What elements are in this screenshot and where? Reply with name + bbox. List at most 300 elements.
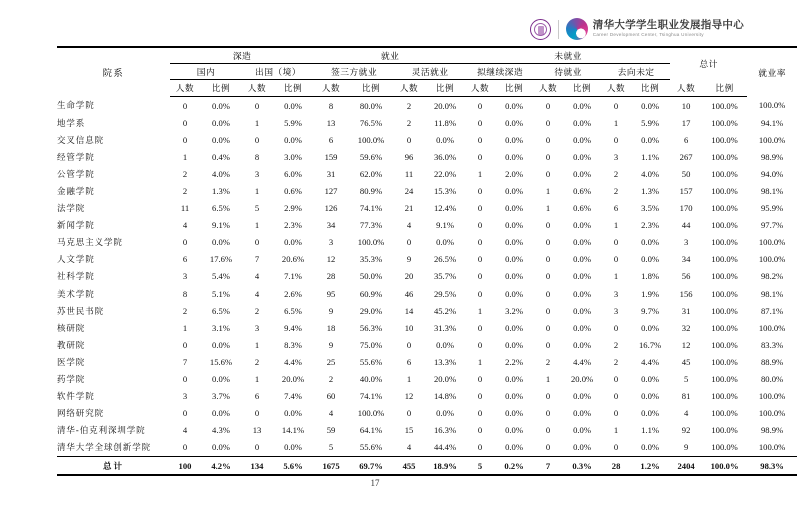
cell-value-4: 6.0% [284,168,302,179]
cell-value-5: 126 [324,203,338,214]
cell-value-7: 24 [404,186,414,197]
cell-value-4: 2.6% [284,288,302,299]
cell-value-8: 29.5% [433,288,457,299]
cell-value-11: 0 [545,254,551,265]
header-unit-ratio-7: 比例 [630,80,670,97]
cell-value-6: 55.6% [359,442,383,453]
cell-value-13: 0 [613,391,619,402]
cell-value-6: 64.1% [359,425,383,436]
cell-value-2: 5.1% [212,288,230,299]
cell-value-14: 5.9% [641,117,660,128]
cell-value-12: 0.0% [573,168,592,179]
cell-value-6: 56.3% [359,322,383,333]
table-row [57,422,797,439]
cell-value-11: 0 [545,408,551,419]
cell-value-17: 100.0% [758,100,786,111]
cell-value-7: 455 [394,456,424,475]
cell-value-8: 36.0% [433,151,457,162]
cell-value-2: 3.1% [212,322,230,333]
cell-value-15: 6 [683,134,689,145]
cell-value-15: 267 [679,151,693,162]
cell-value-16: 100.0% [711,374,738,385]
cell-value-6: 55.6% [359,356,383,367]
cell-value-10: 0.0% [505,442,524,453]
cell-value-6: 69.7% [348,456,394,475]
cell-value-1: 6 [182,254,188,265]
cell-value-12: 0.3% [562,456,602,475]
cell-value-2: 0.0% [212,374,230,385]
cell-value-2: 0.0% [212,442,230,453]
cell-value-13: 0 [613,100,619,111]
cell-value-11: 0 [545,168,551,179]
cell-value-10: 0.0% [505,288,524,299]
cell-value-12: 0.0% [573,408,592,419]
cell-value-9: 0 [477,134,483,145]
cell-value-11: 0 [545,322,551,333]
cell-value-14: 0.0% [641,442,660,453]
cell-value-10: 0.0% [505,339,524,350]
cell-value-14: 1.3% [641,186,660,197]
table-row [57,285,797,302]
cell-value-1: 0 [182,117,188,128]
cell-value-10: 2.0% [505,168,524,179]
cell-value-1: 0 [182,237,188,248]
cell-value-5: 31 [326,168,336,179]
cell-value-14: 2.3% [641,220,660,231]
cell-value-9: 0 [477,151,483,162]
cell-value-7: 2 [406,117,412,128]
cell-value-17: 100.0% [758,408,786,419]
cell-value-3: 2 [254,356,260,367]
cell-value-4: 5.6% [272,456,314,475]
cell-value-15: 56 [681,271,691,282]
table-row [57,251,797,268]
cell-value-9: 0 [477,322,483,333]
cell-department: 生命学院 [57,101,95,112]
cell-value-16: 100.0% [711,100,738,111]
cell-value-17: 98.9% [760,425,784,436]
header-unit-ratio-1: 比例 [200,80,242,97]
cell-value-7: 12 [404,391,414,402]
cell-value-8: 45.2% [433,305,457,316]
header-unit-count-3: 人数 [314,80,348,97]
cell-value-9: 0 [477,408,483,419]
cell-value-12: 0.6% [573,203,592,214]
cell-value-8: 12.4% [433,203,457,214]
cell-value-2: 6.5% [212,305,230,316]
table-row [57,148,797,165]
cell-value-16: 100.0% [711,271,738,282]
cell-value-14: 0.0% [641,322,660,333]
cell-value-3: 0 [254,100,260,111]
cell-value-14: 1.1% [641,425,660,436]
cell-value-12: 0.0% [573,237,592,248]
cell-value-13: 6 [613,203,619,214]
cell-value-13: 0 [613,374,619,385]
logo-title-cn: 清华大学学生职业发展指导中心 [592,18,744,31]
cell-value-2: 4.0% [212,168,230,179]
cell-value-6: 50.0% [359,271,383,282]
cell-value-17: 80.0% [760,374,784,385]
cell-department: 马克思主义学院 [57,238,123,249]
cell-value-6: 74.1% [359,391,383,402]
cell-value-14: 0.0% [641,237,660,248]
cell-value-6: 74.1% [359,203,383,214]
cell-value-11: 0 [545,305,551,316]
cell-department: 金融学院 [57,187,95,198]
table-row [57,97,797,115]
cell-value-17: 94.1% [760,117,784,128]
cell-value-8: 13.3% [433,356,457,367]
table-row [57,165,797,182]
cell-value-14: 3.5% [641,203,660,214]
cell-value-3: 0 [254,442,260,453]
cell-value-8: 0.0% [436,134,454,145]
cell-value-14: 0.0% [641,408,660,419]
cell-value-7: 0 [406,408,412,419]
cell-value-3: 5 [254,203,260,214]
cell-value-2: 5.4% [212,271,230,282]
cell-value-5: 9 [328,339,334,350]
cell-value-10: 0.0% [505,220,524,231]
cell-value-7: 11 [404,168,414,179]
cell-value-10: 0.0% [505,254,524,265]
header-group-further-study: 深造 [170,47,314,64]
cell-value-5: 4 [328,408,334,419]
page-number: 17 [370,478,380,488]
cell-value-8: 0.0% [436,339,454,350]
cell-value-1: 0 [182,100,188,111]
career-center-swirl-icon [566,18,588,40]
cell-value-5: 5 [328,442,334,453]
cell-value-16: 100.0% [711,288,738,299]
cell-value-5: 6 [328,134,334,145]
cell-value-12: 0.0% [573,391,592,402]
cell-value-3: 1 [254,186,260,197]
cell-value-1: 4 [182,425,188,436]
cell-value-11: 0 [545,237,551,248]
table-row [57,217,797,234]
cell-value-1: 1 [182,151,188,162]
cell-value-17: 88.9% [760,356,784,367]
cell-value-10: 0.0% [505,186,524,197]
logo-text [593,20,744,38]
cell-value-1: 2 [182,186,188,197]
cell-value-4: 9.4% [284,322,302,333]
cell-value-16: 100.0% [711,220,738,231]
table-row [57,336,797,353]
cell-value-9: 0 [477,203,483,214]
cell-value-12: 0.0% [573,442,592,453]
cell-value-16: 100.0% [711,134,738,145]
header-unit-count-4: 人数 [394,80,424,97]
cell-value-1: 0 [182,134,188,145]
cell-value-15: 4 [683,408,689,419]
cell-value-5: 59 [326,425,336,436]
cell-value-4: 0.0% [284,442,302,453]
header-unit-count-8: 人数 [670,80,702,97]
cell-value-9: 0 [477,117,483,128]
cell-value-11: 0 [545,442,551,453]
cell-value-15: 157 [679,186,693,197]
cell-value-7: 14 [404,305,414,316]
cell-value-16: 100.0% [711,339,738,350]
cell-value-10: 0.2% [494,456,534,475]
cell-value-9: 1 [477,305,483,316]
header-unit-count-1: 人数 [170,80,200,97]
header-group-row [57,47,797,64]
header-group-unemployed: 未就业 [466,47,670,64]
cell-department: 软件学院 [57,392,95,403]
cell-value-7: 4 [406,442,412,453]
cell-value-3: 1 [254,374,260,385]
cell-value-15: 81 [681,391,691,402]
cell-value-2: 0.0% [212,237,230,248]
cell-value-15: 45 [681,356,691,367]
cell-value-10: 0.0% [505,134,524,145]
cell-value-10: 2.2% [505,356,524,367]
cell-value-17: 98.1% [760,186,784,197]
header-sub-undecided: 去向未定 [602,64,670,80]
cell-value-4: 14.1% [281,425,305,436]
cell-value-8: 18.9% [424,456,466,475]
cell-value-2: 0.0% [212,339,230,350]
cell-value-2: 4.2% [200,456,242,475]
cell-value-4: 3.0% [284,151,302,162]
cell-value-6: 59.6% [359,151,383,162]
cell-value-4: 2.9% [284,203,302,214]
cell-value-4: 20.0% [281,374,305,385]
cell-value-13: 28 [602,456,630,475]
cell-value-3: 134 [242,456,272,475]
cell-value-12: 0.0% [573,151,592,162]
cell-value-7: 2 [406,100,412,111]
cell-value-1: 7 [182,356,188,367]
cell-value-8: 15.3% [433,186,457,197]
cell-value-15: 12 [681,339,691,350]
cell-department: 人文学院 [57,255,95,266]
table-total-row [57,456,797,475]
cell-value-16: 100.0% [711,322,738,333]
header-unit-count-5: 人数 [466,80,494,97]
cell-value-1: 0 [182,408,188,419]
cell-department: 总计 [57,456,170,475]
cell-value-5: 18 [326,322,336,333]
cell-value-15: 9 [683,442,689,453]
cell-value-3: 6 [254,391,260,402]
cell-value-14: 0.0% [641,374,660,385]
cell-value-1: 0 [182,442,188,453]
cell-value-15: 17 [681,117,691,128]
cell-value-9: 0 [477,339,483,350]
cell-value-1: 2 [182,168,188,179]
cell-value-11: 0 [545,339,551,350]
cell-value-4: 0.0% [284,134,302,145]
cell-value-8: 16.3% [433,425,457,436]
cell-value-8: 26.5% [433,254,457,265]
cell-value-14: 0.0% [641,391,660,402]
cell-value-4: 6.5% [284,305,302,316]
cell-value-15: 3 [683,237,689,248]
cell-department: 医学院 [57,357,86,368]
cell-value-6: 75.0% [359,339,383,350]
employment-statistics-table-wrapper [57,46,786,476]
cell-department: 网络研究院 [57,409,105,420]
cell-value-11: 7 [534,456,562,475]
header-group-employment: 就业 [314,47,466,64]
cell-value-8: 14.8% [433,391,457,402]
cell-value-13: 0 [613,237,619,248]
cell-value-9: 0 [477,391,483,402]
cell-value-16: 100.0% [711,391,738,402]
cell-value-10: 0.0% [505,271,524,282]
cell-department: 地学系 [57,118,86,129]
cell-value-9: 0 [477,425,483,436]
cell-value-2: 0.0% [212,134,230,145]
cell-value-9: 0 [477,100,483,111]
cell-value-1: 3 [182,391,188,402]
cell-value-16: 100.0% [711,408,738,419]
cell-value-12: 0.0% [573,288,592,299]
cell-value-2: 15.6% [209,356,233,367]
cell-value-16: 100.0% [711,186,738,197]
cell-value-3: 3 [254,322,260,333]
cell-value-5: 2 [328,374,334,385]
cell-value-13: 0 [613,442,619,453]
cell-value-15: 34 [681,254,691,265]
cell-value-4: 0.0% [284,408,302,419]
cell-value-16: 100.0% [702,456,747,475]
cell-value-5: 25 [326,356,336,367]
cell-value-1: 11 [180,203,190,214]
cell-value-15: 156 [679,288,693,299]
cell-value-11: 1 [545,203,551,214]
cell-value-3: 1 [254,117,260,128]
cell-value-7: 96 [404,151,414,162]
cell-value-10: 3.2% [505,305,524,316]
cell-value-9: 0 [477,442,483,453]
cell-value-4: 0.0% [284,237,302,248]
cell-value-17: 98.1% [760,288,784,299]
cell-department: 交叉信息院 [57,135,105,146]
cell-value-3: 3 [254,168,260,179]
cell-value-13: 1 [613,220,619,231]
header-unit-count-6: 人数 [534,80,562,97]
cell-value-4: 7.1% [284,271,302,282]
cell-value-9: 0 [477,271,483,282]
cell-value-13: 3 [613,305,619,316]
cell-value-12: 0.0% [573,322,592,333]
cell-value-12: 0.0% [573,220,592,231]
cell-value-4: 20.6% [281,254,305,265]
cell-value-9: 1 [477,356,483,367]
cell-value-3: 1 [254,339,260,350]
cell-value-4: 8.3% [284,339,302,350]
cell-value-16: 100.0% [711,168,738,179]
cell-value-9: 5 [466,456,494,475]
cell-value-15: 50 [681,168,691,179]
cell-value-11: 0 [545,391,551,402]
cell-value-9: 0 [477,254,483,265]
cell-value-17: 97.7% [760,220,784,231]
cell-value-10: 0.0% [505,237,524,248]
cell-value-13: 2 [613,186,619,197]
cell-department: 美术学院 [57,289,95,300]
cell-value-5: 34 [326,220,336,231]
cell-value-8: 9.1% [436,220,454,231]
cell-value-4: 4.4% [284,356,302,367]
cell-value-17: 100.0% [758,237,786,248]
cell-value-6: 77.3% [359,220,383,231]
cell-value-12: 20.0% [570,374,594,385]
cell-value-5: 1675 [314,456,348,475]
cell-value-5: 13 [326,117,336,128]
cell-value-12: 0.0% [573,339,592,350]
cell-value-6: 35.3% [359,254,383,265]
cell-value-5: 3 [328,237,334,248]
cell-value-5: 159 [324,151,338,162]
cell-department: 清华大学全球创新学院 [57,443,152,454]
cell-value-7: 20 [404,271,414,282]
cell-value-15: 5 [683,374,689,385]
cell-value-14: 16.7% [638,339,662,350]
cell-value-11: 1 [545,374,551,385]
cell-value-14: 4.0% [641,168,660,179]
cell-value-8: 35.7% [433,271,457,282]
cell-value-6: 40.0% [359,374,383,385]
cell-value-7: 15 [404,425,414,436]
cell-value-13: 1 [613,117,619,128]
cell-value-3: 8 [254,151,260,162]
cell-value-13: 1 [613,425,619,436]
cell-value-11: 0 [545,288,551,299]
cell-value-10: 0.0% [505,374,524,385]
cell-value-5: 8 [328,100,334,111]
cell-value-7: 10 [404,322,414,333]
cell-value-3: 0 [254,134,260,145]
cell-value-10: 0.0% [505,391,524,402]
cell-value-16: 100.0% [711,305,738,316]
cell-value-9: 0 [477,374,483,385]
cell-value-10: 0.0% [505,100,524,111]
table-row [57,131,797,148]
cell-value-16: 100.0% [711,151,738,162]
cell-value-14: 1.2% [630,456,670,475]
cell-value-1: 8 [182,288,188,299]
cell-value-17: 100.0% [758,391,786,402]
cell-value-8: 44.4% [433,442,457,453]
cell-department: 法学院 [57,204,86,215]
cell-value-2: 17.6% [209,254,233,265]
table-row [57,182,797,199]
table-row [57,114,797,131]
cell-value-17: 100.0% [758,134,786,145]
cell-value-3: 4 [254,271,260,282]
cell-value-14: 0.0% [641,134,660,145]
cell-value-5: 28 [326,271,336,282]
cell-value-12: 0.0% [573,425,592,436]
cell-value-7: 21 [404,203,414,214]
cell-value-15: 31 [681,305,691,316]
cell-value-13: 0 [613,254,619,265]
cell-value-10: 0.0% [505,425,524,436]
cell-value-6: 76.5% [359,117,383,128]
cell-value-9: 1 [477,168,483,179]
header-sub-flexible: 灵活就业 [394,64,466,80]
cell-value-9: 0 [477,186,483,197]
cell-value-4: 7.4% [284,391,302,402]
cell-value-15: 32 [681,322,691,333]
